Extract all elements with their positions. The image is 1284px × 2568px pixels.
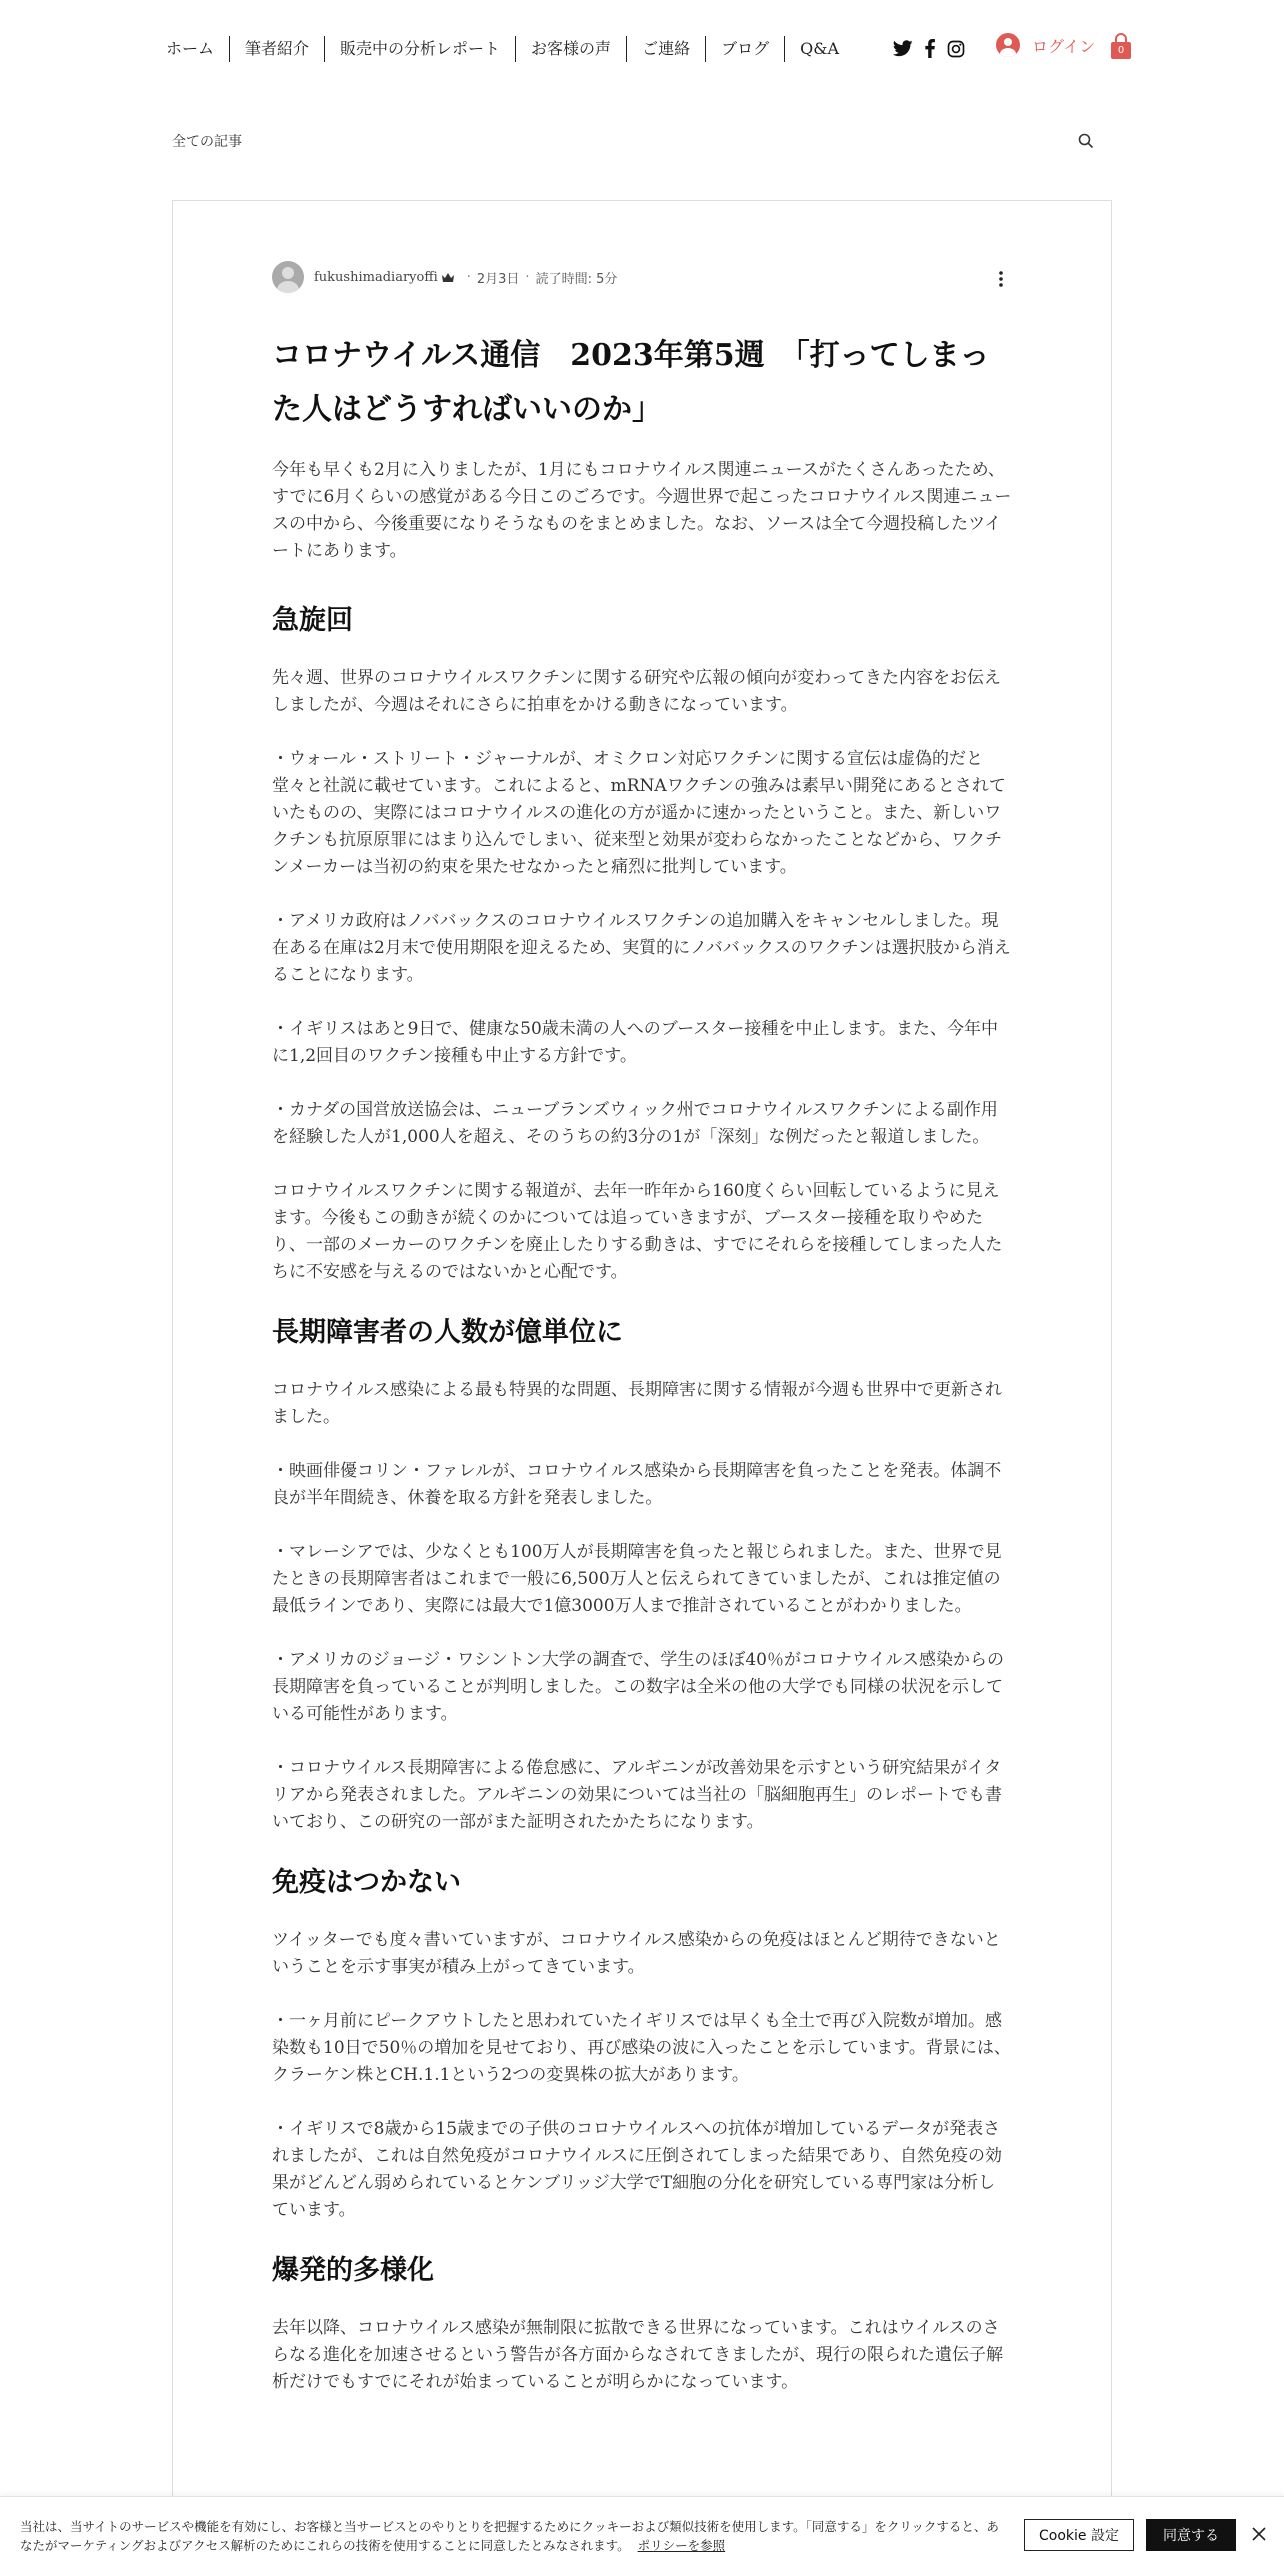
more-actions-button[interactable]	[999, 271, 1003, 291]
all-posts-link[interactable]: 全ての記事	[172, 134, 242, 150]
instagram-icon[interactable]	[947, 40, 965, 58]
post-title: コロナウイルス通信 2023年第5週 「打ってしまった人はどうすればいいのか」	[272, 338, 990, 427]
search-button[interactable]	[1078, 133, 1094, 153]
paragraph: ・アメリカのジョージ・ワシントン大学の調査で、学生のほぼ40％がコロナウイルス感染からの長期障害を負っていることが判明しました。この数字は全米の他の大学でも同様の状況を示している可能性があります。	[272, 1650, 1004, 1724]
author-name[interactable]: fukushimadiaryoffi	[314, 269, 438, 285]
nav-item-blog[interactable]: ブログ	[705, 36, 784, 62]
paragraph: コロナウイルスワクチンに関する報道が、去年一昨年から160度くらい回転しているように見えます。今後もこの動きが続くのかについては追っていきますが、ブースター接種を取りやめたり、一部のメーカーのワクチンを廃止したりする動きは、すでにそれらを接種してしまった人たちに不安感を与えるのではないかと心配です。	[272, 1181, 1003, 1282]
cookie-banner	[0, 2496, 1284, 2568]
paragraph: 去年以降、コロナウイルス感染が無制限に拡散できる世界になっています。これはウイルスのさらなる進化を加速させるという警告が各方面からなされてきましたが、現行の限られた遺伝子解析だけでもすでにそれが始まっていることが明らかになっています。	[272, 2318, 1003, 2392]
close-icon	[1252, 2527, 1266, 2541]
paragraph: ・マレーシアでは、少なくとも100万人が長期障害を負ったと報じられました。また、世界で見たときの長期障害者はこれまで一般に6,500万人と伝えられてきていましたが、これは推定値の最低ラインであり、実際には最大で1億3000万人まで推計されていることがわかりました。	[272, 1542, 1002, 1616]
section-heading: 爆発的多様化	[272, 2255, 434, 2286]
paragraph: ・一ヶ月前にピークアウトしたと思われていたイギリスでは早くも全土で再び入院数が増加。感染数も10日で50％の増加を見せており、再び感染の波に入ったことを示しています。背景には、クラーケン株とCH.1.1という2つの変異株の拡大があります。	[272, 2011, 1011, 2085]
social-bar	[893, 39, 965, 58]
paragraph: ・ウォール・ストリート・ジャーナルが、オミクロン対応ワクチンに関する宣伝は虚偽的だと堂々と社説に載せています。これによると、mRNAワクチンの強みは素早い開発にあるとされていたものの、実際にはコロナウイルスの進化の方が遥かに速かったということ。また、新しいワクチンも抗原原罪にはまり込んでしまい、従来型と効果が変わらなかったことなどから、ワクチンメーカーは当初の約束を果たせなかったと痛烈に批判しています。	[272, 749, 1006, 877]
post-body	[272, 329, 1012, 2423]
post-meta	[272, 261, 617, 293]
paragraph: ・コロナウイルス長期障害による倦怠感に、アルギニンが改善効果を示すという研究結果がイタリアから発表されました。アルギニンの効果については当社の「脳細胞再生」のレポートでも書いており、この研究の一部がまた証明されたかたちになります。	[272, 1758, 1002, 1832]
paragraph: ・アメリカ政府はノババックスのコロナウイルスワクチンの追加購入をキャンセルしました。現在ある在庫は2月末で使用期限を迎えるため、実質的にノババックスのワクチンは選択肢から消えることになります。	[272, 911, 1011, 985]
read-time: 読了時間: 5分	[535, 271, 618, 287]
login-button[interactable]	[996, 33, 1095, 57]
section-heading: 急旋回	[272, 605, 353, 636]
close-button[interactable]	[1252, 2526, 1266, 2545]
search-icon	[1078, 133, 1094, 149]
nav-item-reports[interactable]: 販売中の分析レポート	[324, 36, 515, 62]
cookie-policy-link[interactable]: ポリシーを参照	[637, 2538, 726, 2553]
paragraph: ・カナダの国営放送協会は、ニューブランズウィック州でコロナウイルスワクチンによる副作用を経験した人が1,000人を超え、そのうちの約3分の1が「深刻」な例だったと報道しました。	[272, 1100, 998, 1147]
login-label: ログイン	[1032, 36, 1096, 56]
paragraph: ・映画俳優コリン・ファレルが、コロナウイルス感染から長期障害を負ったことを発表。体調不良が半年間続き、休養を取る方針を発表しました。	[272, 1461, 1002, 1508]
nav-item-testimonials[interactable]: お客様の声	[515, 36, 626, 62]
twitter-icon[interactable]	[893, 40, 913, 57]
cookie-accept-button[interactable]: 同意する	[1146, 2519, 1236, 2551]
paragraph: コロナウイルス感染による最も特異的な問題、長期障害に関する情報が今週も世界中で更新されました。	[272, 1380, 1002, 1427]
main-nav	[150, 32, 854, 66]
post-date: 2月3日	[476, 271, 520, 287]
more-vertical-icon	[999, 271, 1003, 287]
post-card	[172, 200, 1112, 2568]
author-avatar[interactable]	[272, 261, 304, 293]
section-heading: 長期障害者の人数が億単位に	[272, 1317, 623, 1348]
cart-count-badge: 0	[1117, 45, 1125, 56]
nav-item-contact[interactable]: ご連絡	[626, 36, 705, 62]
user-avatar-icon	[996, 33, 1020, 57]
paragraph: ツイッターでも度々書いていますが、コロナウイルス感染からの免疫はほとんど期待できないということを示す事実が積み上がってきています。	[272, 1930, 1001, 1977]
section-heading: 免疫はつかない	[272, 1867, 461, 1898]
cart-button[interactable]	[1110, 33, 1132, 65]
cookie-message: 当社は、当サイトのサービスや機能を有効にし、お客様と当サービスとのやりとりを把握するためにクッキーおよび類似技術を使用します。「同意する」をクリックすると、あなたがマーケティングおよびアクセス解析のためにこれらの技術を使用することに同意したとみなされます。	[20, 2519, 999, 2553]
paragraph: ・イギリスはあと9日で、健康な50歳未満の人へのブースター接種を中止します。また、今年中に1,2回目のワクチン接種も中止する方針です。	[272, 1019, 999, 1066]
paragraph: ・イギリスで8歳から15歳までの子供のコロナウイルスへの抗体が増加しているデータが発表されましたが、これは自然免疫がコロナウイルスに圧倒されてしまった結果であり、自然免疫の効果がどんどん弱められているとケンブリッジ大学でT細胞の分化を研究している専門家は分析しています。	[272, 2119, 1002, 2220]
crown-icon	[441, 272, 455, 283]
facebook-icon[interactable]	[924, 39, 936, 58]
post-intro: 今年も早くも2月に入りましたが、1月にもコロナウイルス関連ニュースがたくさんあったため、すでに6月くらいの感覚がある今日このごろです。今週世界で起こったコロナウイルス関連ニュースの中から、今後重要になりそうなものをまとめました。なお、ソースは全て今週投稿したツイートにあります。	[272, 460, 1012, 561]
nav-item-about[interactable]: 筆者紹介	[229, 36, 324, 62]
paragraph: 先々週、世界のコロナウイルスワクチンに関する研究や広報の傾向が変わってきた内容をお伝えしましたが、今週はそれにさらに拍車をかける動きになっています。	[272, 668, 1001, 715]
meta-separator: ·	[525, 269, 530, 285]
cookie-text-block	[20, 2517, 1000, 2555]
cookie-settings-button[interactable]: Cookie 設定	[1024, 2519, 1134, 2551]
meta-separator: ·	[466, 269, 471, 285]
nav-item-qa[interactable]: Q&A	[784, 36, 854, 62]
nav-item-home[interactable]: ホーム	[166, 39, 215, 58]
